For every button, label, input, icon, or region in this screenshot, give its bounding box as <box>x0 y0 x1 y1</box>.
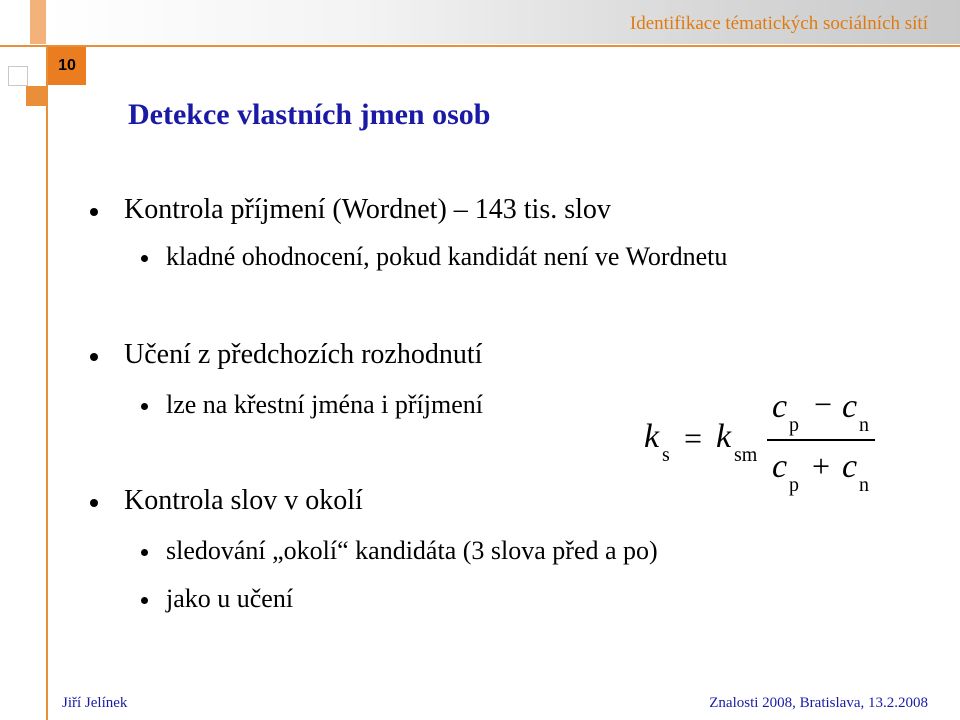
bullet-dot <box>90 353 98 361</box>
sub-bullet-text: sledování „okolí“ kandidáta (3 slova před a po) <box>166 536 658 565</box>
decor-square-outline <box>8 66 28 86</box>
bullet-dot <box>141 549 148 556</box>
decor-horizontal-rule <box>0 45 960 47</box>
bullet-text: Učení z předchozích rozhodnutí <box>124 339 483 370</box>
formula-den-b-sub: n <box>859 474 869 496</box>
bullet-dot <box>141 255 148 262</box>
formula-fraction-bar <box>767 439 875 441</box>
formula-num-op: − <box>814 386 833 422</box>
formula-num-b-sub: n <box>859 414 869 436</box>
bullet-dot <box>141 403 148 410</box>
bullet-dot <box>90 499 98 507</box>
formula-lhs-sub: s <box>662 444 670 466</box>
decor-vertical-rule <box>46 46 48 720</box>
sub-bullet-text: jako u učení <box>166 584 294 613</box>
formula-num-b-var: c <box>842 388 858 425</box>
footer-author: Jiří Jelínek <box>62 695 128 711</box>
decor-square-top <box>30 0 46 44</box>
bullet-text: Kontrola slov v okolí <box>124 485 363 516</box>
formula-lhs-var: k <box>644 418 660 455</box>
presentation-title: Identifikace tématických sociálních sítí <box>629 13 928 34</box>
formula-coef-sub: sm <box>734 444 758 466</box>
formula-den-op: + <box>812 448 831 484</box>
page-number: 10 <box>58 57 76 74</box>
formula-num-a-var: c <box>772 388 788 425</box>
page-number-box <box>48 47 86 85</box>
sub-bullet-item <box>166 242 727 272</box>
formula-coef-var: k <box>716 418 732 455</box>
bullet-dot <box>141 597 148 604</box>
sub-bullet-text: lze na křestní jména i příjmení <box>166 390 483 419</box>
sub-bullet-item <box>166 390 483 420</box>
bullet-dot <box>90 208 98 216</box>
bullet-text: Kontrola příjmení (Wordnet) – 143 tis. slov <box>124 194 611 225</box>
bullet-item <box>124 339 482 371</box>
sub-bullet-item <box>166 584 293 614</box>
bullet-item <box>124 485 363 517</box>
formula-den-b-var: c <box>842 448 858 485</box>
footer-event: Znalosti 2008, Bratislava, 13.2.2008 <box>709 695 928 711</box>
formula-num-a-sub: p <box>789 414 799 436</box>
formula-den-a-sub: p <box>789 474 799 496</box>
sub-bullet-text: kladné ohodnocení, pokud kandidát není ve Wordnetu <box>166 242 728 271</box>
header-bar <box>46 0 960 44</box>
formula <box>640 386 890 502</box>
decor-square-small <box>26 86 46 106</box>
sub-bullet-item <box>166 536 658 566</box>
bullet-item <box>124 194 611 226</box>
formula-den-a-var: c <box>772 448 788 485</box>
formula-equals: = <box>684 420 703 456</box>
slide-title: Detekce vlastních jmen osob <box>128 98 491 131</box>
